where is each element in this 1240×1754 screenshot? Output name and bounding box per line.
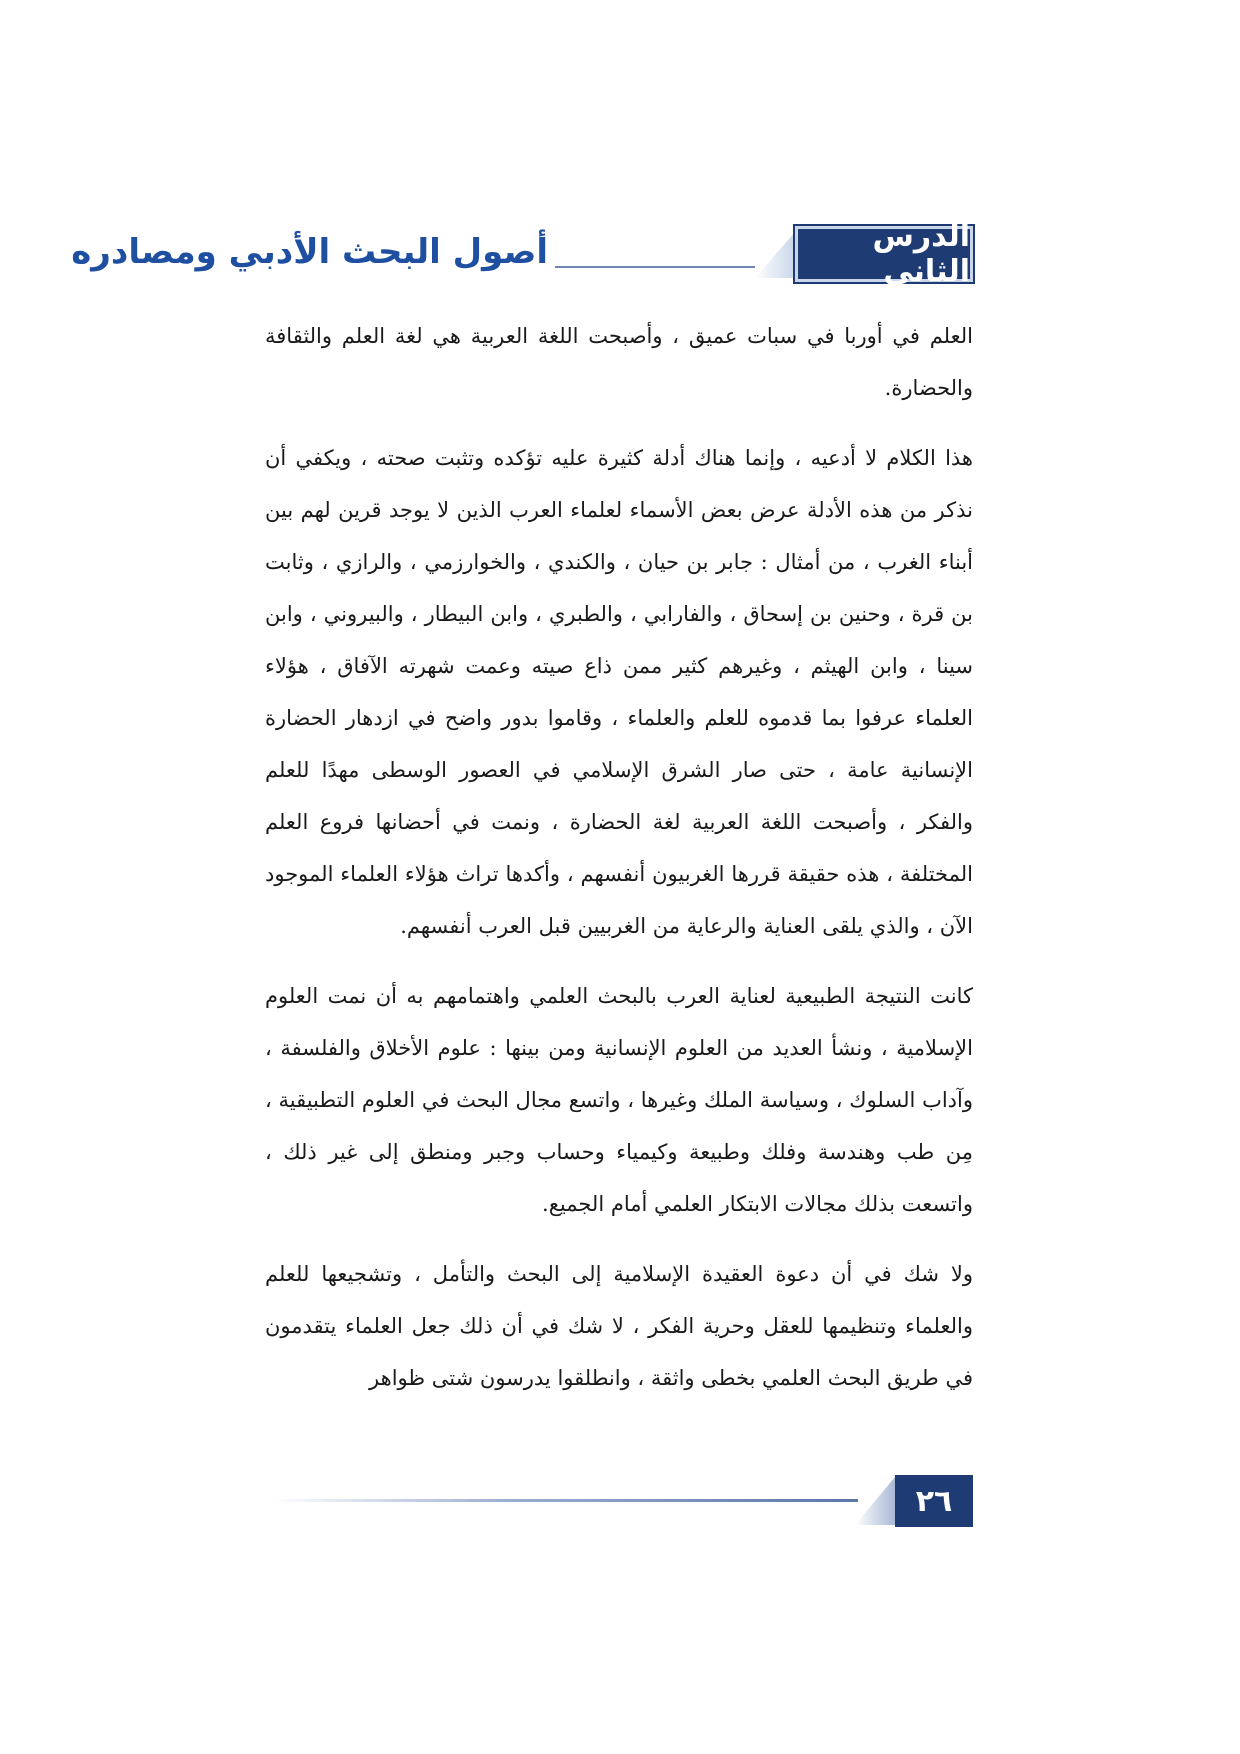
book-title: أصول البحث الأدبي ومصادره (71, 232, 548, 272)
paragraph-4: ولا شك في أن دعوة العقيدة الإسلامية إلى البحث والتأمل ، وتشجيعها للعلم والعلماء وتنظيمها للعقل وحرية الفكر ، لا شك في أن ذلك جعل العلماء يتقدمون في طريق البحث العلمي بخطى واثقة ، وانطلقوا يدرسون شتى ظواهر (265, 1262, 973, 1390)
page-header (71, 219, 973, 289)
footer-wedge-decoration (855, 1477, 895, 1525)
footer-divider-line (272, 1499, 858, 1502)
header-divider-line (555, 266, 755, 268)
paragraph-3: كانت النتيجة الطبيعية لعناية العرب بالبحث العلمي واهتمامهم به أن نمت العلوم الإسلامية ، ونشأ العديد من العلوم الإنسانية ومن بينها : علوم الأخلاق والفلسفة ، وآداب السلوك ، وسياسة الملك وغيرها ، واتسع مجال البحث في العلوم التطبيقية ، مِن طب وهندسة وفلك وطبيعة وكيمياء وحساب وجبر ومنطق إلى غير ذلك ، واتسعت بذلك مجالات الابتكار العلمي أمام الجميع. (265, 984, 973, 1216)
body-text (265, 310, 973, 1422)
paragraph-2: هذا الكلام لا أدعيه ، وإنما هناك أدلة كثيرة عليه تؤكده وتثبت صحته ، ويكفي أن نذكر من هذه الأدلة عرض بعض الأسماء لعلماء العرب الذين لا يوجد قرين لهم بين أبناء الغرب ، من أمثال : جابر بن حيان ، والكندي ، والخوارزمي ، والرازي ، وثابت بن قرة ، وحنين بن إسحاق ، والفارابي ، والطبري ، وابن البيطار ، والبيروني ، وابن سينا ، وابن الهيثم ، وغيرهم كثير ممن ذاع صيته وعمت شهرته الآفاق ، هؤلاء العلماء عرفوا بما قدموه للعلم والعلماء ، وقاموا بدور واضح في ازدهار الحضارة الإنسانية عامة ، حتى صار الشرق الإسلامي في العصور الوسطى مهدًا للعلم والفكر ، وأصبحت اللغة العربية لغة الحضارة ، ونمت في أحضانها فروع العلم المختلفة ، هذه حقيقة قررها الغربيون أنفسهم ، وأكدها تراث هؤلاء العلماء الموجود الآن ، والذي يلقى العناية والرعاية من الغربيين قبل العرب أنفسهم. (265, 446, 973, 938)
page-number: ٢٦ (895, 1475, 973, 1527)
page-footer (272, 1475, 973, 1527)
header-wedge-decoration (755, 232, 795, 278)
paragraph-1: العلم في أوربا في سبات عميق ، وأصبحت اللغة العربية هي لغة العلم والثقافة والحضارة. (265, 324, 973, 400)
lesson-badge: الدرس الثاني (795, 226, 973, 282)
